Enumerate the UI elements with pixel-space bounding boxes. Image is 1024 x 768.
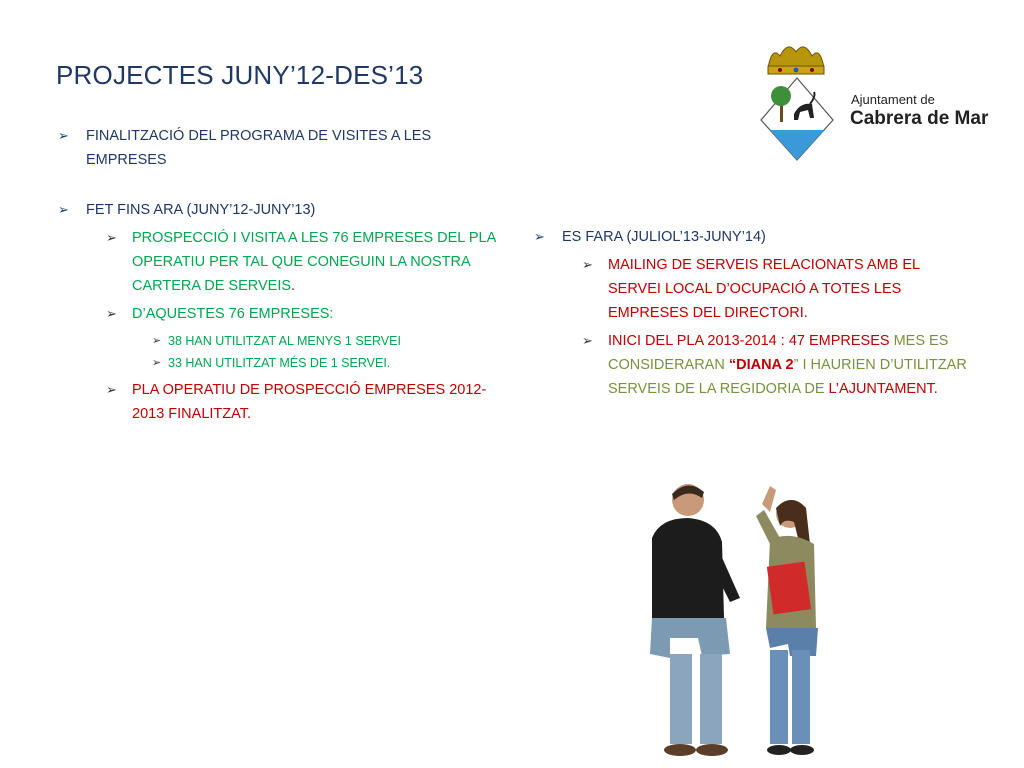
arrowhead-bullet-icon: ➢ [152, 357, 162, 369]
shield-icon [761, 78, 833, 160]
list-item [56, 124, 496, 172]
left-column [56, 124, 496, 426]
arrowhead-bullet-icon: ➢ [106, 382, 117, 397]
list-item [56, 330, 496, 352]
item-text: ES FARA (JULIOL’13-JUNY’14) [562, 229, 766, 245]
item-text: PROSPECCIÓ I VISITA A LES 76 EMPRESES DEL PLA OPERATIU PER TAL QUE CONEGUIN LA NOSTRA CARTERA DE SERVEIS [132, 230, 496, 294]
arrowhead-bullet-icon: ➢ [534, 229, 545, 244]
item-text: 38 HAN UTILITZAT AL MENYS 1 SERVEI [168, 334, 401, 348]
two-people-illustration [630, 478, 850, 768]
item-text: MAILING DE SERVEIS RELACIONATS AMB EL SERVEI LOCAL D’OCUPACIÓ A TOTES LES EMPRESES DEL DIRECTORI. [608, 257, 920, 321]
list-item [56, 352, 496, 374]
page-title: PROJECTES JUNY’12-DES’13 [56, 60, 424, 90]
item-text: MES ES CONSIDERARAN [608, 333, 949, 373]
arrowhead-bullet-icon: ➢ [582, 257, 593, 272]
list-item [56, 198, 496, 222]
item-text: INICI DEL PLA 2013-2014 : 47 EMPRESES [608, 333, 890, 349]
item-text: D’AQUESTES 76 EMPRESES: [132, 306, 334, 322]
logo-subtitle: Ajuntament de [851, 92, 935, 107]
item-text: FINALITZACIÓ DEL PROGRAMA DE VISITES A LES EMPRESES [86, 128, 432, 168]
list-item [532, 253, 972, 325]
list-item [56, 378, 496, 426]
item-text: ” I HAURIEN D’UTILITZAR SERVEIS DE LA REGIDORIA DE [608, 357, 967, 397]
list-item [56, 302, 496, 326]
arrowhead-bullet-icon: ➢ [152, 335, 162, 347]
list-item [532, 225, 972, 249]
arrowhead-bullet-icon: ➢ [106, 230, 117, 245]
item-text: . [291, 278, 296, 294]
logo-name: Cabrera de Mar [850, 108, 989, 129]
arrowhead-bullet-icon: ➢ [106, 306, 117, 321]
list-item [56, 226, 496, 298]
arrowhead-bullet-icon: ➢ [58, 202, 69, 217]
arrowhead-bullet-icon: ➢ [582, 333, 593, 348]
item-text: 33 HAN UTILITZAT MÉS DE 1 SERVEI. [168, 356, 391, 370]
item-text: PLA OPERATIU DE PROSPECCIÓ EMPRESES 2012-2013 FINALITZAT. [132, 382, 487, 422]
right-column [532, 225, 972, 401]
item-text: “DIANA 2 [728, 357, 794, 373]
man-figure [650, 484, 740, 756]
arrowhead-bullet-icon: ➢ [58, 128, 69, 143]
woman-figure [756, 486, 818, 755]
item-text: FET FINS ARA (JUNY’12-JUNY’13) [86, 202, 316, 218]
item-text: L’AJUNTAMENT. [828, 381, 938, 397]
list-item [532, 329, 972, 401]
crown-icon [768, 47, 824, 74]
